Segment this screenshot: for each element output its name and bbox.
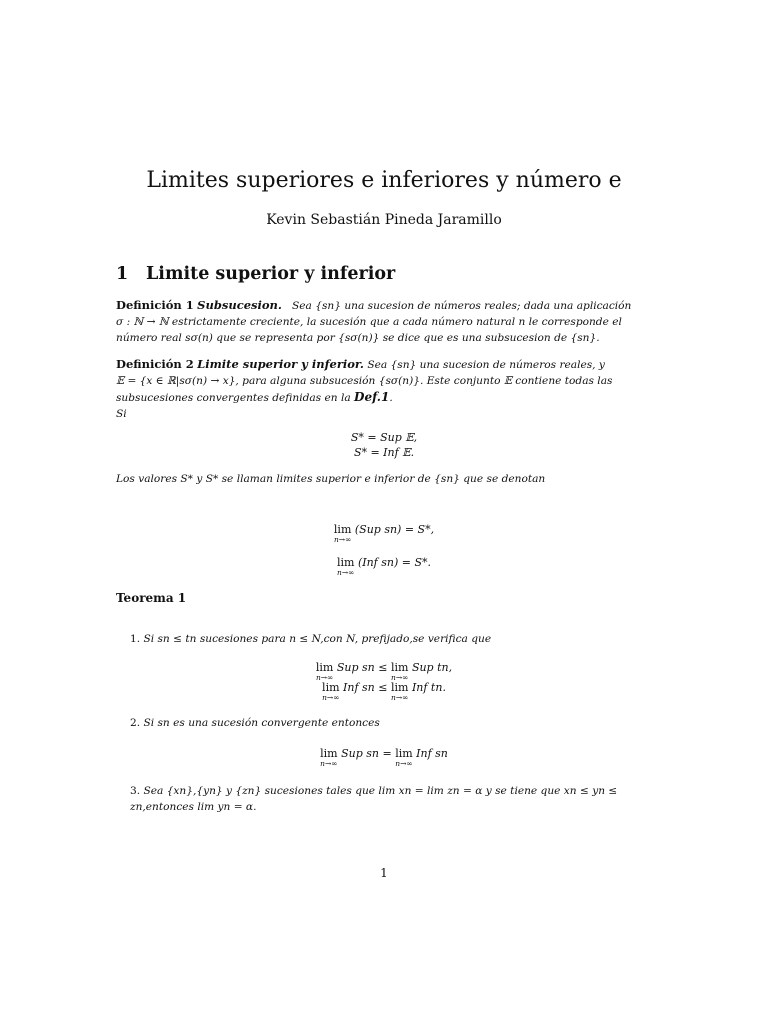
equation-rhs: (Sup sn) = S*, [354,523,435,536]
equation-line: S* = Sup 𝔼, [350,431,418,444]
definition-1-label: Definición 1 [116,298,194,312]
page-number: 1 [380,866,388,880]
item-text: Sea {xn},{yn} y {zn} sucesiones tales que lim xn = lim zn = α y se tiene que xn ≤ yn ≤ [143,785,618,797]
paper-author: Kevin Sebastián Pineda Jaramillo [266,212,502,228]
item-marker: 1. [130,633,141,645]
definition-ref: Def.1 [354,390,390,404]
equation-part: Sup sn ≤ [336,661,388,674]
equation-part: Sup sn = [341,747,392,760]
item-marker: 3. [130,785,141,797]
lim-operator: lim n→∞ [390,661,409,682]
limit-equation-sup [0,523,768,544]
values-text: Los valores S* y S* se llaman limites superior e inferior de {sn} que se denotan [116,473,546,485]
section-title: Limite superior y inferior [146,264,396,284]
item-text: Si sn ≤ tn sucesiones para n ≤ N,con N, prefijado,se verifica que [143,633,492,645]
item-marker: 2. [130,717,141,729]
theorem-item-2 [130,715,654,731]
lim-operator: lim n→∞ [333,523,352,544]
definition-2 [116,356,654,422]
definition-2-line: subsucesiones convergentes definidas en la [116,392,355,404]
item-2-equation [0,747,768,768]
item-1-equation-inf [0,681,768,702]
lim-operator: lim n→∞ [315,661,334,682]
section-number: 1 [116,264,129,284]
equation-part: Inf sn ≤ [343,681,388,694]
definition-1-line: Sea {sn} una sucesion de números reales; dada una aplicación [292,300,632,312]
theorem-item-3 [130,783,654,815]
equation-sup-inf [0,430,768,460]
lim-operator: lim n→∞ [395,747,413,768]
equation-part: Inf sn [416,747,448,760]
definition-2-line: 𝔼 = {x ∈ ℝ|sσ(n) → x}, para alguna subsucesión {sσ(n)}. Este conjunto 𝔼 contiene todas las [116,375,613,387]
definition-1-line: σ : ℕ → ℕ estrictamente creciente, la sucesión que a cada número natural n le corresponde el [116,316,622,328]
definition-ref-end: . [389,392,393,404]
definition-2-label: Definición 2 [116,357,194,371]
lim-operator: lim n→∞ [390,681,409,702]
lim-operator: lim n→∞ [336,556,355,577]
lim-operator: lim n→∞ [320,747,338,768]
limit-equation-inf [0,556,768,577]
theorem-heading: Teorema 1 [116,591,187,605]
equation-part: Sup tn, [411,661,453,674]
item-text: Si sn es una sucesión convergente entonces [143,717,380,729]
definition-1-line: número real sσ(n) que se representa por {sσ(n)} se dice que es una subsucesion de {sn}. [116,332,600,344]
item-1-equation-sup [0,661,768,682]
paper-title: Limites superiores e inferiores y número e [146,168,622,193]
equation-rhs: (Inf sn) = S*. [357,556,432,569]
lim-operator: lim n→∞ [322,681,340,702]
equation-line: S* = Inf 𝔼. [353,446,415,459]
definition-2-line: Sea {sn} una sucesion de números reales, y [367,359,605,371]
definition-1-name: Subsucesion. [197,298,282,312]
item-text: zn,entonces lim yn = α. [130,801,257,813]
definition-2-line: Si [116,408,127,420]
theorem-item-1 [130,631,654,647]
definition-1 [116,297,654,346]
definition-2-name: Limite superior y inferior. [197,357,364,371]
values-paragraph [116,471,654,487]
equation-part: Inf tn. [411,681,446,694]
section-heading [116,264,395,284]
